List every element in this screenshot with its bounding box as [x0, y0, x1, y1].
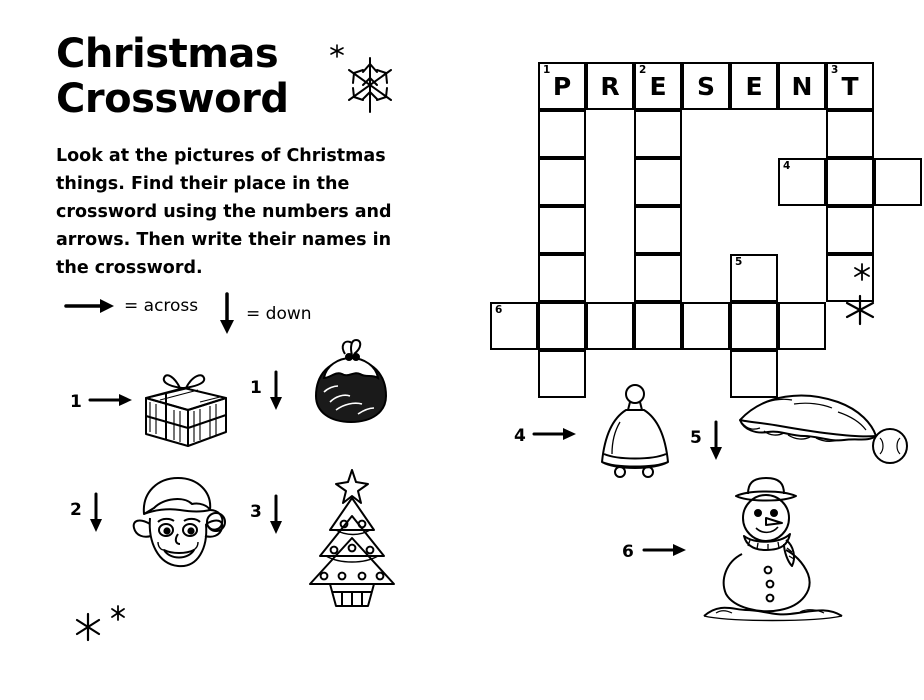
- cell-letter: [828, 112, 872, 156]
- cell-letter: E: [649, 71, 667, 101]
- crossword-grid[interactable]: [490, 62, 870, 382]
- cell-letter: [588, 304, 632, 348]
- clue-number: 1: [70, 392, 82, 412]
- crossword-cell[interactable]: [634, 206, 682, 254]
- cell-letter: S: [696, 71, 715, 101]
- crossword-cell[interactable]: [826, 110, 874, 158]
- down-arrow-icon: [266, 494, 286, 536]
- right-arrow-icon: [642, 540, 688, 560]
- cell-letter: [540, 160, 584, 204]
- instructions-text: Look at the pictures of Christmas things. Find their place in the crossword using the numbers and arrows. Then write their names in the crossword.: [56, 146, 392, 278]
- cell-letter: [540, 256, 584, 300]
- cell-letter: [732, 304, 776, 348]
- crossword-cell[interactable]: [634, 158, 682, 206]
- cell-number: 1: [543, 64, 551, 76]
- picture-clue-1-across: [66, 370, 236, 460]
- crossword-cell[interactable]: [538, 206, 586, 254]
- cell-letter: [876, 160, 920, 204]
- cell-letter: [780, 160, 824, 204]
- sparkle-icon: [836, 262, 896, 342]
- cell-number: 2: [639, 64, 647, 76]
- crossword-cell[interactable]: [826, 206, 874, 254]
- crossword-cell[interactable]: [826, 158, 874, 206]
- crossword-cell[interactable]: [874, 158, 922, 206]
- cell-letter: [636, 112, 680, 156]
- snowman-icon: [690, 470, 860, 630]
- crossword-cell[interactable]: [538, 110, 586, 158]
- sparkle-icon: [70, 600, 140, 650]
- crossword-cell[interactable]: [778, 158, 826, 206]
- crossword-cell[interactable]: [586, 302, 634, 350]
- cell-letter: [540, 112, 584, 156]
- right-arrow-icon: [64, 296, 116, 316]
- right-arrow-icon: [532, 424, 578, 444]
- crossword-cell[interactable]: [778, 62, 826, 110]
- clue-number: 6: [622, 542, 634, 562]
- present-icon: [130, 354, 234, 458]
- cell-letter: [636, 304, 680, 348]
- down-arrow-icon: [86, 492, 106, 534]
- santa-hat-icon: [734, 390, 914, 480]
- crossword-cell[interactable]: [730, 302, 778, 350]
- clue-number: 2: [70, 500, 82, 520]
- christmas-pudding-icon: [296, 330, 406, 440]
- picture-clue-3-down: [244, 482, 424, 622]
- cell-number: 6: [495, 304, 503, 316]
- cell-letter: [684, 304, 728, 348]
- cell-letter: P: [552, 71, 572, 101]
- crossword-cell[interactable]: [682, 62, 730, 110]
- cell-letter: [636, 208, 680, 252]
- crossword-cell[interactable]: [538, 302, 586, 350]
- down-arrow-icon: [266, 370, 286, 412]
- crossword-cell[interactable]: [778, 302, 826, 350]
- cell-letter: [636, 256, 680, 300]
- cell-letter: [492, 304, 536, 348]
- cell-number: 3: [831, 64, 839, 76]
- legend-across-label: = across: [124, 296, 199, 316]
- cell-letter: [540, 352, 584, 396]
- crossword-cell[interactable]: [538, 62, 586, 110]
- crossword-cell[interactable]: [538, 350, 586, 398]
- down-arrow-icon: [706, 420, 726, 462]
- cell-letter: R: [600, 71, 620, 101]
- cell-letter: T: [841, 71, 859, 101]
- clue-number: 3: [250, 502, 262, 522]
- crossword-cell[interactable]: [730, 62, 778, 110]
- page-title-line1: Christmas: [56, 31, 279, 77]
- legend-across: [64, 296, 198, 316]
- picture-clue-1-down: [244, 330, 404, 440]
- clue-number: 1: [250, 378, 262, 398]
- page-title-line2: Crossword: [56, 75, 289, 122]
- crossword-cell[interactable]: [730, 254, 778, 302]
- legend-down-label: = down: [246, 304, 312, 324]
- crossword-cell[interactable]: [682, 302, 730, 350]
- crossword-cell[interactable]: [586, 62, 634, 110]
- crossword-cell[interactable]: [490, 302, 538, 350]
- crossword-cell[interactable]: [634, 110, 682, 158]
- cell-number: 4: [783, 160, 791, 172]
- crossword-cell[interactable]: [538, 158, 586, 206]
- down-arrow-icon: [216, 292, 238, 336]
- cell-letter: N: [791, 71, 813, 101]
- picture-clue-6-across: [616, 470, 856, 640]
- crossword-cell[interactable]: [538, 254, 586, 302]
- clue-number: 5: [690, 428, 702, 448]
- cell-letter: [780, 304, 824, 348]
- picture-clue-2-down: [66, 480, 256, 600]
- cell-letter: [540, 304, 584, 348]
- right-arrow-icon: [88, 390, 134, 410]
- crossword-cell[interactable]: [826, 62, 874, 110]
- cell-letter: [828, 208, 872, 252]
- christmas-tree-icon: [290, 464, 414, 614]
- elf-icon: [114, 466, 244, 586]
- crossword-cell[interactable]: [634, 62, 682, 110]
- cell-letter: [540, 208, 584, 252]
- cell-letter: [828, 160, 872, 204]
- crossword-cell[interactable]: [634, 302, 682, 350]
- cell-letter: [732, 256, 776, 300]
- cell-letter: E: [745, 71, 763, 101]
- crossword-cell[interactable]: [634, 254, 682, 302]
- clue-number: 4: [514, 426, 526, 446]
- cell-number: 5: [735, 256, 743, 268]
- legend: [64, 292, 394, 332]
- cell-letter: [636, 160, 680, 204]
- snowflake-icon: [330, 42, 410, 122]
